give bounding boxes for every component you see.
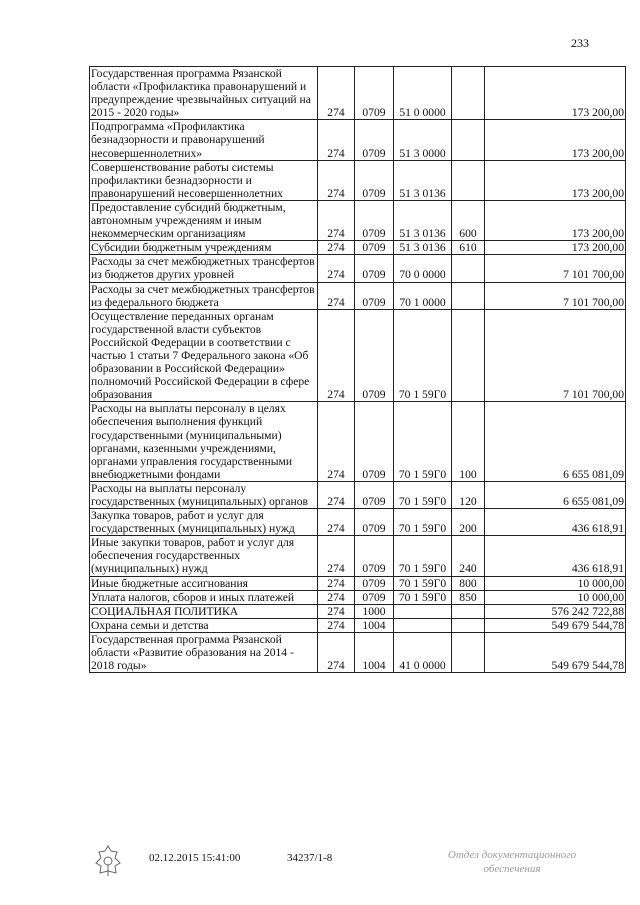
cell-section: 0709 xyxy=(355,67,394,120)
cell-amount: 7 101 700,00 xyxy=(485,255,626,282)
cell-ministry: 274 xyxy=(318,536,355,576)
cell-amount: 549 679 544,78 xyxy=(485,632,626,672)
cell-target: 70 1 59Г0 xyxy=(394,509,452,536)
cell-name: Иные бюджетные ассигнования xyxy=(90,576,318,590)
cell-kind xyxy=(452,160,485,200)
cell-kind xyxy=(452,282,485,309)
budget-table xyxy=(89,66,626,673)
cell-ministry: 274 xyxy=(318,632,355,672)
table-row xyxy=(90,309,626,402)
cell-kind: 850 xyxy=(452,590,485,604)
table-row xyxy=(90,282,626,309)
cell-ministry: 274 xyxy=(318,200,355,240)
cell-amount: 576 242 722,88 xyxy=(485,604,626,618)
cell-ministry: 274 xyxy=(318,120,355,160)
cell-kind xyxy=(452,255,485,282)
cell-amount: 6 655 081,09 xyxy=(485,481,626,508)
cell-ministry: 274 xyxy=(318,481,355,508)
table-row xyxy=(90,255,626,282)
cell-ministry: 274 xyxy=(318,255,355,282)
cell-section: 0709 xyxy=(355,402,394,482)
cell-section: 0709 xyxy=(355,509,394,536)
cell-name: Расходы за счет межбюджетных трансфертов из федерального бюджета xyxy=(90,282,318,309)
table-row xyxy=(90,67,626,120)
cell-section: 1004 xyxy=(355,632,394,672)
cell-kind xyxy=(452,632,485,672)
cell-name: Государственная программа Рязанской области «Развитие образования на 2014 - 2018 годы» xyxy=(90,632,318,672)
cell-name: Расходы на выплаты персоналу государственных (муниципальных) органов xyxy=(90,481,318,508)
cell-section: 0709 xyxy=(355,590,394,604)
cell-amount: 173 200,00 xyxy=(485,160,626,200)
cell-name: СОЦИАЛЬНАЯ ПОЛИТИКА xyxy=(90,604,318,618)
cell-amount: 436 618,91 xyxy=(485,509,626,536)
cell-amount: 6 655 081,09 xyxy=(485,402,626,482)
cell-target: 70 1 59Г0 xyxy=(394,590,452,604)
cell-name: Уплата налогов, сборов и иных платежей xyxy=(90,590,318,604)
cell-section: 0709 xyxy=(355,282,394,309)
cell-ministry: 274 xyxy=(318,160,355,200)
cell-section: 0709 xyxy=(355,160,394,200)
cell-section: 0709 xyxy=(355,255,394,282)
cell-target: 51 3 0136 xyxy=(394,241,452,255)
cell-target: 51 3 0000 xyxy=(394,120,452,160)
cell-section: 0709 xyxy=(355,200,394,240)
cell-kind xyxy=(452,67,485,120)
cell-name: Государственная программа Рязанской области «Профилактика правонарушений и предупреждение чрезвычайных ситуаций на 2015 - 2020 годы» xyxy=(90,67,318,120)
table-row xyxy=(90,120,626,160)
cell-ministry: 274 xyxy=(318,604,355,618)
page-number: 233 xyxy=(571,36,589,50)
cell-name: Охрана семьи и детства xyxy=(90,618,318,632)
cell-section: 0709 xyxy=(355,309,394,402)
cell-ministry: 274 xyxy=(318,282,355,309)
cell-target: 51 0 0000 xyxy=(394,67,452,120)
cell-name: Расходы за счет межбюджетных трансфертов из бюджетов других уровней xyxy=(90,255,318,282)
cell-section: 0709 xyxy=(355,481,394,508)
cell-amount: 173 200,00 xyxy=(485,200,626,240)
footer-doc-number: 34237/1-8 xyxy=(287,852,333,864)
cell-section: 0709 xyxy=(355,536,394,576)
cell-amount: 436 618,91 xyxy=(485,536,626,576)
table-row xyxy=(90,632,626,672)
cell-kind: 800 xyxy=(452,576,485,590)
cell-target: 70 1 0000 xyxy=(394,282,452,309)
cell-ministry: 274 xyxy=(318,576,355,590)
cell-amount: 7 101 700,00 xyxy=(485,309,626,402)
cell-ministry: 274 xyxy=(318,309,355,402)
cell-section: 0709 xyxy=(355,241,394,255)
cell-amount: 173 200,00 xyxy=(485,67,626,120)
cell-kind: 600 xyxy=(452,200,485,240)
cell-target: 70 1 59Г0 xyxy=(394,309,452,402)
cell-target: 51 3 0136 xyxy=(394,200,452,240)
cell-amount: 549 679 544,78 xyxy=(485,618,626,632)
cell-kind: 120 xyxy=(452,481,485,508)
cell-ministry: 274 xyxy=(318,241,355,255)
table-row xyxy=(90,618,626,632)
cell-kind xyxy=(452,120,485,160)
cell-amount: 7 101 700,00 xyxy=(485,282,626,309)
table-row xyxy=(90,536,626,576)
cell-name: Иные закупки товаров, работ и услуг для обеспечения государственных (муниципальных) нужд xyxy=(90,536,318,576)
table-row xyxy=(90,402,626,482)
table-row xyxy=(90,604,626,618)
cell-target: 51 3 0136 xyxy=(394,160,452,200)
table-row xyxy=(90,160,626,200)
cell-ministry: 274 xyxy=(318,618,355,632)
table-row xyxy=(90,481,626,508)
footer-date: 02.12.2015 15:41:00 xyxy=(149,852,241,864)
coat-of-arms-icon xyxy=(93,844,123,878)
cell-target xyxy=(394,604,452,618)
cell-kind: 200 xyxy=(452,509,485,536)
cell-target: 70 0 0000 xyxy=(394,255,452,282)
cell-kind xyxy=(452,604,485,618)
cell-amount: 173 200,00 xyxy=(485,120,626,160)
cell-ministry: 274 xyxy=(318,509,355,536)
stamp-line-2: обеспечения xyxy=(483,863,541,875)
cell-name: Подпрограмма «Профилактика безнадзорности и правонарушений несовершеннолетних» xyxy=(90,120,318,160)
cell-section: 1000 xyxy=(355,604,394,618)
cell-name: Закупка товаров, работ и услуг для государственных (муниципальных) нужд xyxy=(90,509,318,536)
budget-table-body xyxy=(90,67,626,673)
cell-name: Расходы на выплаты персоналу в целях обеспечения выполнения функций государственными (муниципальными) органами, казенными учреждениями, органами управления государственными внебюджетными фондами xyxy=(90,402,318,482)
cell-target xyxy=(394,618,452,632)
cell-kind: 100 xyxy=(452,402,485,482)
cell-section: 0709 xyxy=(355,120,394,160)
cell-target: 70 1 59Г0 xyxy=(394,481,452,508)
cell-ministry: 274 xyxy=(318,590,355,604)
department-stamp xyxy=(437,848,587,876)
table-row xyxy=(90,576,626,590)
cell-name: Предоставление субсидий бюджетным, автономным учреждениям и иным некоммерческим организациям xyxy=(90,200,318,240)
cell-kind: 610 xyxy=(452,241,485,255)
cell-kind: 240 xyxy=(452,536,485,576)
cell-amount: 10 000,00 xyxy=(485,590,626,604)
cell-name: Осуществление переданных органам государственной власти субъектов Российской Федерации в соответствии с частью 1 статьи 7 Федерального закона «Об образовании в Российской Федерации» полномочий Российской Федерации в сфере образования xyxy=(90,309,318,402)
cell-target: 70 1 59Г0 xyxy=(394,576,452,590)
cell-target: 70 1 59Г0 xyxy=(394,402,452,482)
table-row xyxy=(90,200,626,240)
table-row xyxy=(90,509,626,536)
cell-target: 70 1 59Г0 xyxy=(394,536,452,576)
table-row xyxy=(90,590,626,604)
cell-section: 0709 xyxy=(355,576,394,590)
cell-name: Совершенствование работы системы профилактики безнадзорности и правонарушений несовершеннолетних xyxy=(90,160,318,200)
cell-target: 41 0 0000 xyxy=(394,632,452,672)
table-row xyxy=(90,241,626,255)
cell-amount: 173 200,00 xyxy=(485,241,626,255)
cell-amount: 10 000,00 xyxy=(485,576,626,590)
stamp-line-1: Отдел документационного xyxy=(447,849,577,861)
cell-ministry: 274 xyxy=(318,402,355,482)
cell-section: 1004 xyxy=(355,618,394,632)
cell-kind xyxy=(452,618,485,632)
cell-kind xyxy=(452,309,485,402)
cell-name: Субсидии бюджетным учреждениям xyxy=(90,241,318,255)
cell-ministry: 274 xyxy=(318,67,355,120)
